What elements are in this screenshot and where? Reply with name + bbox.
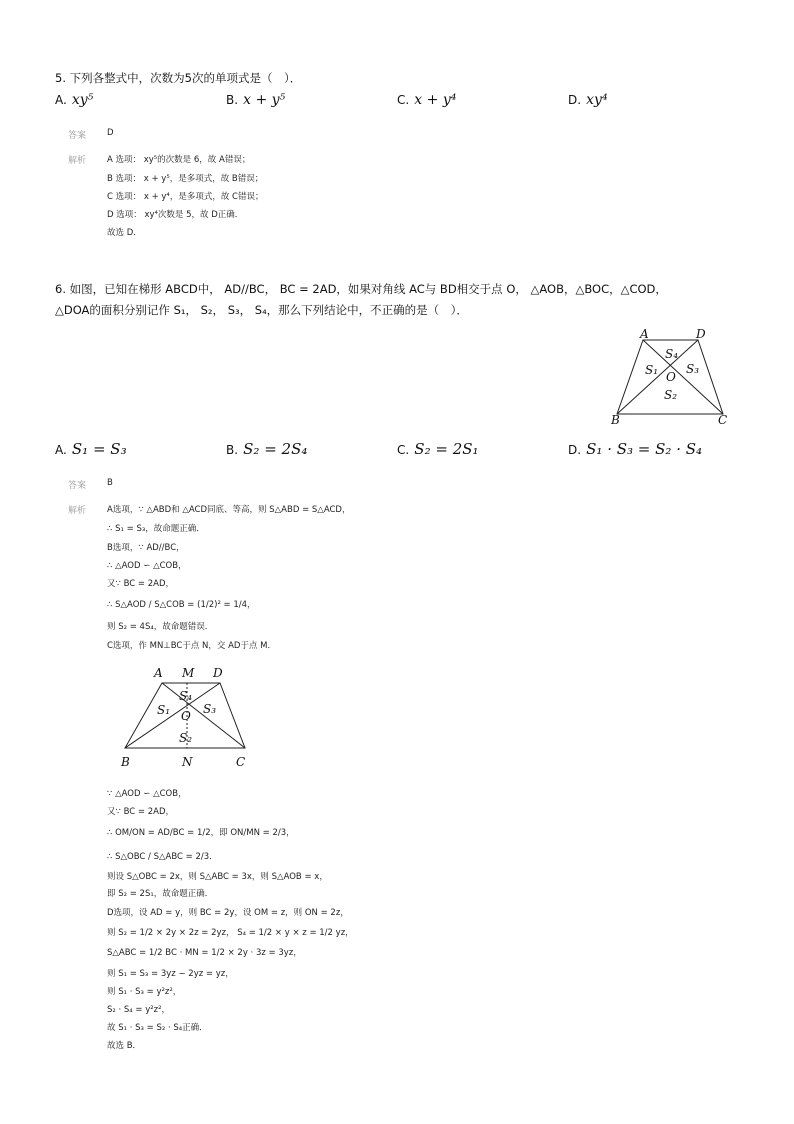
point-n-label: N <box>182 755 193 769</box>
q6-answer-value: B <box>107 478 113 488</box>
q5-option-b[interactable] <box>226 89 285 108</box>
option-key: D. <box>568 93 582 107</box>
q5-analysis-line: 故选 D． <box>107 228 142 238</box>
q6-analysis-line: ∴ S₁ = S₃，故命题正确． <box>107 524 205 534</box>
area-s3-label: S₃ <box>203 702 217 716</box>
vertex-b-label: B <box>611 413 620 427</box>
point-m-label: M <box>182 666 195 680</box>
q5-analysis-line: D 选项： xy⁴次数是 5，故 D正确． <box>107 210 244 220</box>
q5-answer-label: 答案 <box>68 131 87 141</box>
q6-analysis-line: ∴ S△AOD / S△COB = (1/2)² = 1/4， <box>107 600 256 610</box>
q6-analysis-line: A选项，∵ △ABD和 △ACD同底、等高，则 S△ABD = S△ACD， <box>107 505 351 515</box>
q6-analysis-line: S△ABC = 1/2 BC · MN = 1/2 × 2y · 3z = 3yz， <box>107 948 302 958</box>
vertex-c-label: C <box>236 755 246 769</box>
q6-analysis-line: 故 S₁ · S₃ = S₂ · S₄正确． <box>107 1023 208 1033</box>
option-expr: S₁ · S₃ = S₂ · S₄ <box>586 440 703 458</box>
option-expr: x + y⁵ <box>243 92 286 108</box>
q6-analysis-line: 则 S₂ = 1/2 × 2y × 2z = 2yz， S₄ = 1/2 × y × z = 1/2 yz， <box>107 928 354 938</box>
q6-option-b[interactable] <box>226 439 307 458</box>
q6-analysis-line: ∴ OM/ON = AD/BC = 1/2，即 ON/MN = 2/3， <box>107 828 295 838</box>
q6-analysis-label: 解析 <box>68 506 87 516</box>
vertex-a-label: A <box>640 327 649 341</box>
q5-analysis-line: B 选项： x + y⁵，是多项式，故 B错误； <box>107 174 264 184</box>
q5-option-a[interactable] <box>55 89 93 108</box>
option-expr: S₁ = S₃ <box>71 440 127 458</box>
vertex-c-label: C <box>718 413 728 427</box>
q6-stem-line2: △DOA的面积分别记作 S₁， S₂， S₃， S₄，那么下列结论中，不正确的是（ ）． <box>55 303 468 317</box>
q6-analysis-line: 又∵ BC = 2AD， <box>107 807 175 817</box>
diagonal-bd <box>617 340 698 414</box>
q6-analysis-line: 则 S₁ · S₃ = y²z²， <box>107 987 182 997</box>
vertex-d-label: D <box>696 327 706 341</box>
q6-option-c[interactable] <box>397 439 479 458</box>
option-expr: xy⁴ <box>586 92 608 108</box>
q6-analysis-line: ∴ S△OBC / S△ABC = 2/3． <box>107 852 218 862</box>
q5-option-c[interactable] <box>397 89 456 108</box>
q6-trapezoid-figure <box>605 326 745 428</box>
q6-analysis-line: 又∵ BC = 2AD， <box>107 579 175 589</box>
q6-stem-line1: 6. 如图，已知在梯形 ABCD中， AD//BC， BC = 2AD，如果对角线 AC与 BD相交于点 O， △AOB，△BOC，△COD， <box>55 282 667 296</box>
q6-analysis-line: ∵ △AOD ∽ △COB， <box>107 789 187 799</box>
area-s1-label: S₁ <box>645 363 659 377</box>
vertex-b-label: B <box>121 755 130 769</box>
area-s1-label: S₁ <box>157 703 171 717</box>
q5-analysis-line: A 选项： xy⁵的次数是 6，故 A错误； <box>107 155 251 165</box>
q6-answer-label: 答案 <box>68 481 87 491</box>
point-o-label: O <box>181 709 191 723</box>
q6-analysis-line: B选项，∵ AD//BC， <box>107 543 185 553</box>
area-s2-label: S₂ <box>664 388 678 402</box>
q5-answer-value: D <box>107 128 114 138</box>
option-expr: x + y⁴ <box>414 92 457 108</box>
option-key: A. <box>55 443 67 457</box>
q5-analysis-line: C 选项： x + y⁴，是多项式，故 C错误； <box>107 192 264 202</box>
q6-trapezoid-mn-figure <box>115 662 255 770</box>
point-o-label: O <box>666 370 676 384</box>
area-s3-label: S₃ <box>686 362 700 376</box>
area-s4-label: S₄ <box>665 347 679 361</box>
option-key: B. <box>226 93 239 107</box>
q6-analysis-line: C选项，作 MN⊥BC于点 N，交 AD于点 M． <box>107 641 277 651</box>
q6-analysis-line: 则 S₁ = S₃ = 3yz − 2yz = yz， <box>107 969 234 979</box>
option-key: C. <box>397 93 410 107</box>
option-expr: S₂ = 2S₁ <box>414 440 479 458</box>
q6-analysis-line: 则 S₂ = 4S₄，故命题错误． <box>107 622 214 632</box>
q6-analysis-line: 故选 B． <box>107 1041 142 1051</box>
option-key: B. <box>226 443 239 457</box>
vertex-d-label: D <box>213 666 223 680</box>
q6-analysis-line: S₂ · S₄ = y²z²， <box>107 1005 171 1015</box>
q6-analysis-line: ∴ △AOD ∽ △COB， <box>107 561 187 571</box>
q5-stem: 5. 下列各整式中，次数为5次的单项式是（ ）． <box>55 71 302 85</box>
q6-option-d[interactable] <box>568 439 702 458</box>
area-s2-label: S₂ <box>179 731 193 745</box>
option-expr: S₂ = 2S₄ <box>243 440 308 458</box>
option-key: D. <box>568 443 582 457</box>
option-key: A. <box>55 93 67 107</box>
q5-analysis-label: 解析 <box>68 156 87 166</box>
vertex-a-label: A <box>154 666 163 680</box>
option-key: C. <box>397 443 410 457</box>
area-s4-label: S₄ <box>179 689 193 703</box>
option-expr: xy⁵ <box>71 92 94 108</box>
q5-option-d[interactable] <box>568 89 608 108</box>
q6-option-a[interactable] <box>55 439 127 458</box>
q6-analysis-line: 即 S₂ = 2S₁，故命题正确． <box>107 889 214 899</box>
q6-analysis-line: 则设 S△OBC = 2x，则 S△ABC = 3x，则 S△AOB = x， <box>107 872 328 882</box>
q6-analysis-line: D选项，设 AD = y，则 BC = 2y，设 OM = z，则 ON = 2z， <box>107 908 349 918</box>
